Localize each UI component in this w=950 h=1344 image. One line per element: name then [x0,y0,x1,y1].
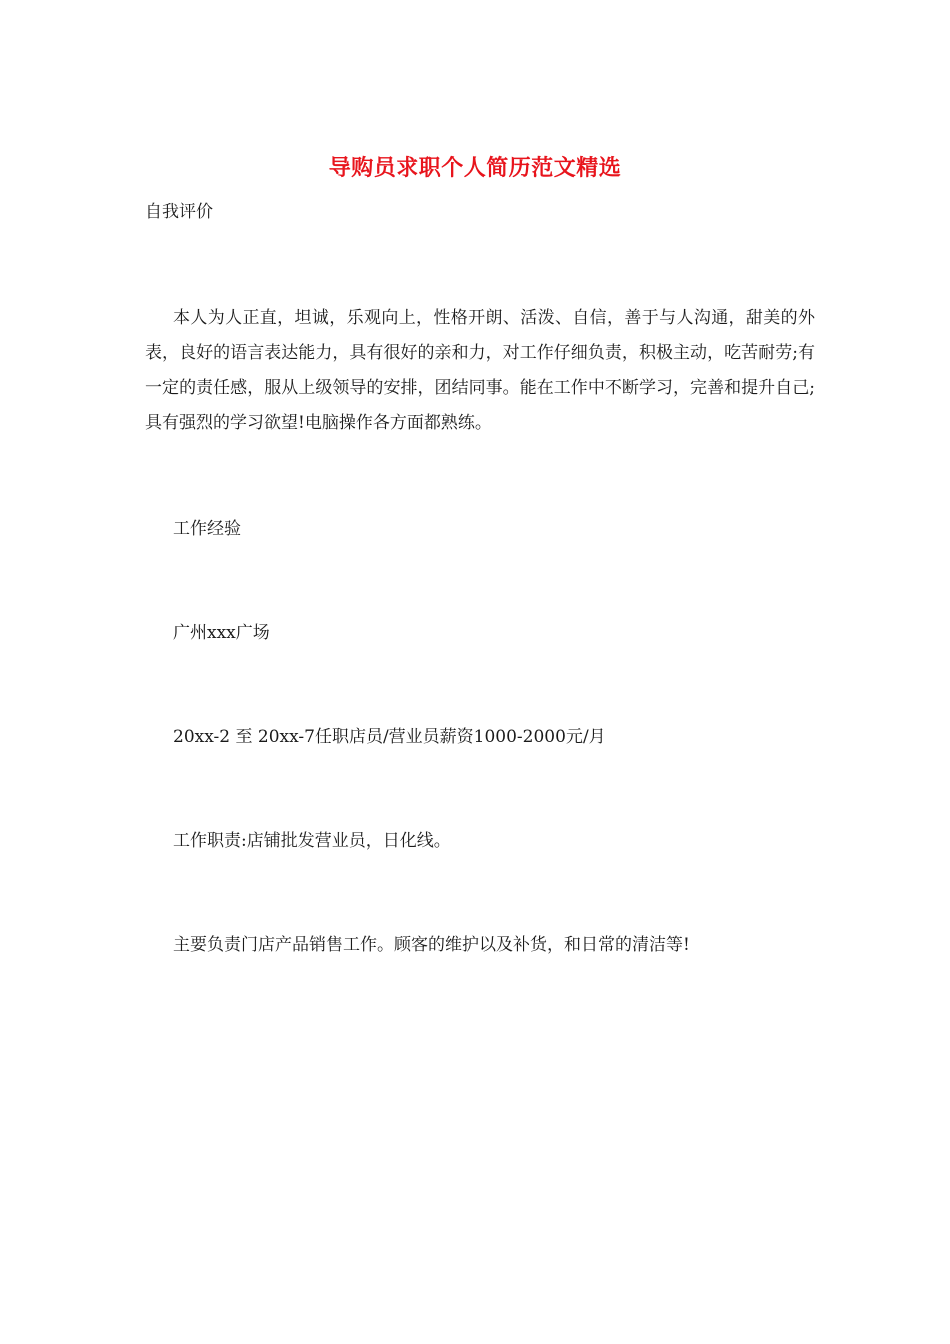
section-heading-self-evaluation: 自我评价 [145,202,213,222]
employment-period-line: 20xx-2 至 20xx-7任职店员/营业员薪资1000-2000元/月 [173,727,606,747]
job-duties-line: 工作职责:店铺批发营业员，日化线。 [173,831,451,851]
section-heading-work-experience: 工作经验 [173,519,241,539]
company-name: 广州xxx广场 [173,623,270,643]
document-title: 导购员求职个人简历范文精选 [328,155,622,181]
self-evaluation-paragraph: 本人为人正直，坦诚，乐观向上，性格开朗、活泼、自信，善于与人沟通，甜美的外表，良好的语言表达能力，具有很好的亲和力，对工作仔细负责，积极主动，吃苦耐劳;有一定的责任感，服从上级领导的安排，团结同事。能在工作中不断学习，完善和提升自己;具有强烈的学习欲望!电脑操作各方面都熟练。 [145,308,815,433]
main-responsibilities-line: 主要负责门店产品销售工作。顾客的维护以及补货，和日常的清洁等! [173,935,690,955]
